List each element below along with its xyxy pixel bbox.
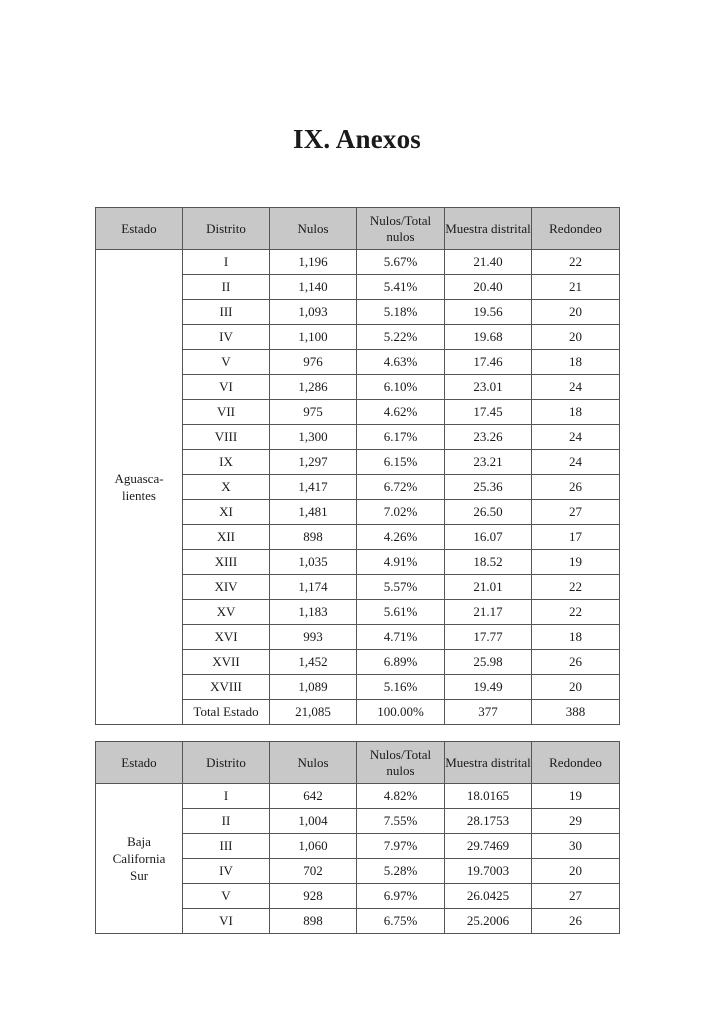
cell-nulos: 975 [270,400,357,425]
cell-nulos-total: 7.55% [357,809,445,834]
cell-redondeo: 24 [532,425,620,450]
cell-nulos-total: 7.02% [357,500,445,525]
cell-redondeo: 20 [532,325,620,350]
table-baja-california-sur [95,741,620,934]
cell-distrito: IV [183,859,270,884]
header-redondeo: Redondeo [532,742,620,784]
cell-distrito: III [183,834,270,859]
cell-redondeo: 22 [532,575,620,600]
page-title: IX. Anexos [292,124,422,154]
cell-muestra: 19.56 [445,300,532,325]
cell-nulos: 1,093 [270,300,357,325]
cell-distrito: IV [183,325,270,350]
cell-distrito: I [183,250,270,275]
header-muestra: Muestra distrital [445,742,532,784]
header-distrito: Distrito [183,742,270,784]
cell-redondeo: 30 [532,834,620,859]
cell-distrito: XVII [183,650,270,675]
cell-muestra: 17.77 [445,625,532,650]
cell-nulos-total: 4.71% [357,625,445,650]
cell-muestra: 23.26 [445,425,532,450]
cell-nulos-total: 5.16% [357,675,445,700]
cell-nulos: 702 [270,859,357,884]
cell-nulos: 1,452 [270,650,357,675]
cell-nulos-total: 7.97% [357,834,445,859]
cell-muestra: 377 [445,700,532,725]
cell-redondeo: 22 [532,250,620,275]
cell-nulos-total: 5.28% [357,859,445,884]
cell-distrito: VI [183,375,270,400]
cell-distrito: III [183,300,270,325]
cell-nulos-total: 5.67% [357,250,445,275]
cell-muestra: 21.01 [445,575,532,600]
cell-distrito: V [183,884,270,909]
cell-redondeo: 18 [532,350,620,375]
cell-redondeo: 17 [532,525,620,550]
header-estado: Estado [96,742,183,784]
header-nulos: Nulos [270,208,357,250]
cell-redondeo: 19 [532,784,620,809]
cell-nulos: 1,140 [270,275,357,300]
cell-nulos: 1,174 [270,575,357,600]
cell-muestra: 23.01 [445,375,532,400]
cell-muestra: 23.21 [445,450,532,475]
cell-nulos: 993 [270,625,357,650]
cell-redondeo: 26 [532,909,620,934]
cell-distrito: IX [183,450,270,475]
cell-redondeo: 19 [532,550,620,575]
cell-muestra: 19.49 [445,675,532,700]
table-header-row [96,208,620,250]
cell-distrito: II [183,809,270,834]
cell-nulos-total: 6.10% [357,375,445,400]
cell-nulos: 1,481 [270,500,357,525]
cell-nulos-total: 4.82% [357,784,445,809]
table-aguascalientes [95,207,620,725]
cell-redondeo: 388 [532,700,620,725]
cell-nulos: 1,035 [270,550,357,575]
cell-distrito: VIII [183,425,270,450]
header-estado: Estado [96,208,183,250]
cell-muestra: 19.68 [445,325,532,350]
cell-distrito: V [183,350,270,375]
cell-nulos-total: 6.17% [357,425,445,450]
estado-cell: Baja California Sur [96,784,183,934]
cell-nulos-total: 5.57% [357,575,445,600]
cell-nulos: 1,183 [270,600,357,625]
cell-nulos: 21,085 [270,700,357,725]
cell-redondeo: 18 [532,400,620,425]
table-header-row [96,742,620,784]
cell-nulos-total: 4.62% [357,400,445,425]
cell-distrito: XVI [183,625,270,650]
cell-redondeo: 18 [532,625,620,650]
cell-redondeo: 24 [532,375,620,400]
estado-cell: Aguasca- lientes [96,250,183,725]
cell-nulos-total: 4.26% [357,525,445,550]
header-nulos: Nulos [270,742,357,784]
cell-nulos: 898 [270,525,357,550]
table-row [96,250,620,275]
cell-redondeo: 26 [532,475,620,500]
cell-muestra: 29.7469 [445,834,532,859]
cell-muestra: 21.17 [445,600,532,625]
cell-nulos: 1,297 [270,450,357,475]
cell-muestra: 26.0425 [445,884,532,909]
cell-muestra: 20.40 [445,275,532,300]
cell-nulos-total: 4.63% [357,350,445,375]
cell-nulos: 928 [270,884,357,909]
header-nulos-total: Nulos/Total nulos [357,208,445,250]
cell-nulos: 1,196 [270,250,357,275]
cell-distrito: XIV [183,575,270,600]
cell-nulos-total: 6.89% [357,650,445,675]
cell-nulos-total: 6.15% [357,450,445,475]
cell-redondeo: 20 [532,675,620,700]
cell-redondeo: 29 [532,809,620,834]
cell-nulos: 1,300 [270,425,357,450]
cell-muestra: 18.52 [445,550,532,575]
cell-nulos: 642 [270,784,357,809]
cell-nulos: 1,004 [270,809,357,834]
cell-muestra: 17.45 [445,400,532,425]
cell-nulos-total: 5.41% [357,275,445,300]
cell-distrito: XI [183,500,270,525]
cell-redondeo: 27 [532,884,620,909]
cell-nulos: 1,089 [270,675,357,700]
cell-nulos-total: 6.75% [357,909,445,934]
header-muestra: Muestra distrital [445,208,532,250]
header-redondeo: Redondeo [532,208,620,250]
cell-muestra: 25.98 [445,650,532,675]
cell-muestra: 18.0165 [445,784,532,809]
cell-nulos: 1,286 [270,375,357,400]
cell-distrito: XII [183,525,270,550]
cell-nulos: 898 [270,909,357,934]
cell-nulos-total: 5.61% [357,600,445,625]
cell-distrito: II [183,275,270,300]
cell-muestra: 17.46 [445,350,532,375]
cell-redondeo: 22 [532,600,620,625]
cell-distrito: XV [183,600,270,625]
cell-redondeo: 24 [532,450,620,475]
cell-distrito: I [183,784,270,809]
cell-distrito: VII [183,400,270,425]
cell-nulos: 1,100 [270,325,357,350]
cell-distrito: XVIII [183,675,270,700]
cell-distrito: VI [183,909,270,934]
cell-muestra: 19.7003 [445,859,532,884]
cell-redondeo: 20 [532,859,620,884]
table-row [96,784,620,809]
cell-redondeo: 26 [532,650,620,675]
cell-nulos: 976 [270,350,357,375]
cell-muestra: 16.07 [445,525,532,550]
cell-distrito: X [183,475,270,500]
header-distrito: Distrito [183,208,270,250]
cell-nulos-total: 5.22% [357,325,445,350]
cell-redondeo: 20 [532,300,620,325]
cell-nulos: 1,417 [270,475,357,500]
cell-muestra: 21.40 [445,250,532,275]
cell-nulos-total: 100.00% [357,700,445,725]
cell-nulos-total: 6.97% [357,884,445,909]
cell-distrito: XIII [183,550,270,575]
cell-nulos-total: 6.72% [357,475,445,500]
cell-nulos: 1,060 [270,834,357,859]
cell-muestra: 25.36 [445,475,532,500]
cell-redondeo: 27 [532,500,620,525]
header-nulos-total: Nulos/Total nulos [357,742,445,784]
cell-distrito: Total Estado [183,700,270,725]
cell-muestra: 25.2006 [445,909,532,934]
cell-nulos-total: 4.91% [357,550,445,575]
cell-redondeo: 21 [532,275,620,300]
cell-nulos-total: 5.18% [357,300,445,325]
cell-muestra: 28.1753 [445,809,532,834]
cell-muestra: 26.50 [445,500,532,525]
